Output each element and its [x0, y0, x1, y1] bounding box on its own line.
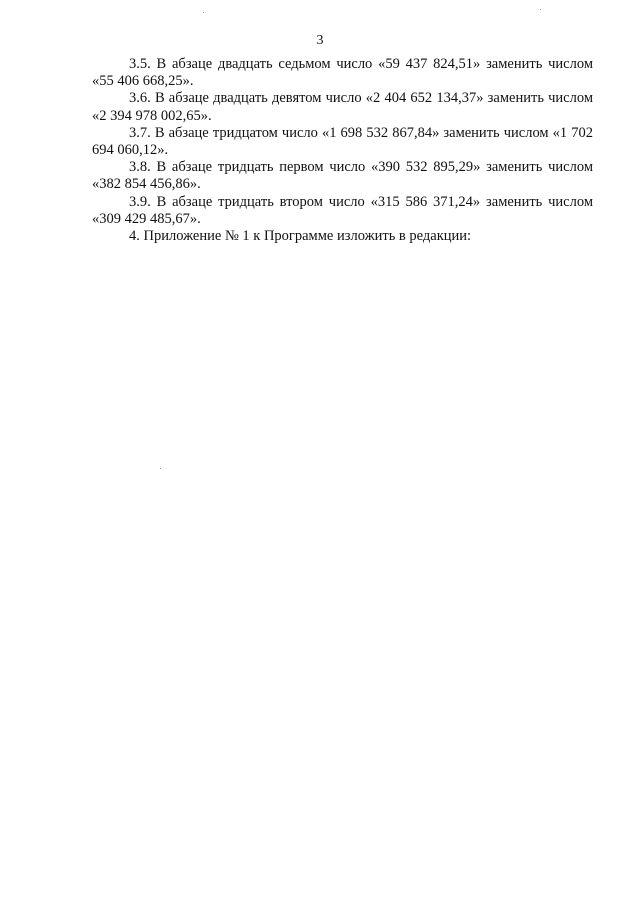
- document-body: [92, 56, 593, 245]
- paragraph-3-7: 3.7. В абзаце тридцатом число «1 698 532 867,84» заменить числом «1 702 694 060,12».: [92, 124, 593, 159]
- scan-speck: [160, 468, 161, 469]
- paragraph-3-8: 3.8. В абзаце тридцать первом число «390 532 895,29» заменить числом «382 854 456,86».: [92, 159, 593, 193]
- paragraph-3-6: 3.6. В абзаце двадцать девятом число «2 404 652 134,37» заменить числом «2 394 978 002,65».: [92, 90, 593, 124]
- paragraph-3-9: 3.9. В абзаце тридцать втором число «315 586 371,24» заменить числом «309 429 485,67».: [92, 193, 593, 227]
- scan-speck: [203, 12, 204, 13]
- paragraph-4: 4. Приложение № 1 к Программе изложить в редакции:: [129, 228, 472, 245]
- scan-speck: [540, 9, 541, 10]
- page-number: 3: [316, 33, 324, 48]
- paragraph-3-5: 3.5. В абзаце двадцать седьмом число «59 437 824,51» заменить числом «55 406 668,25».: [92, 56, 593, 90]
